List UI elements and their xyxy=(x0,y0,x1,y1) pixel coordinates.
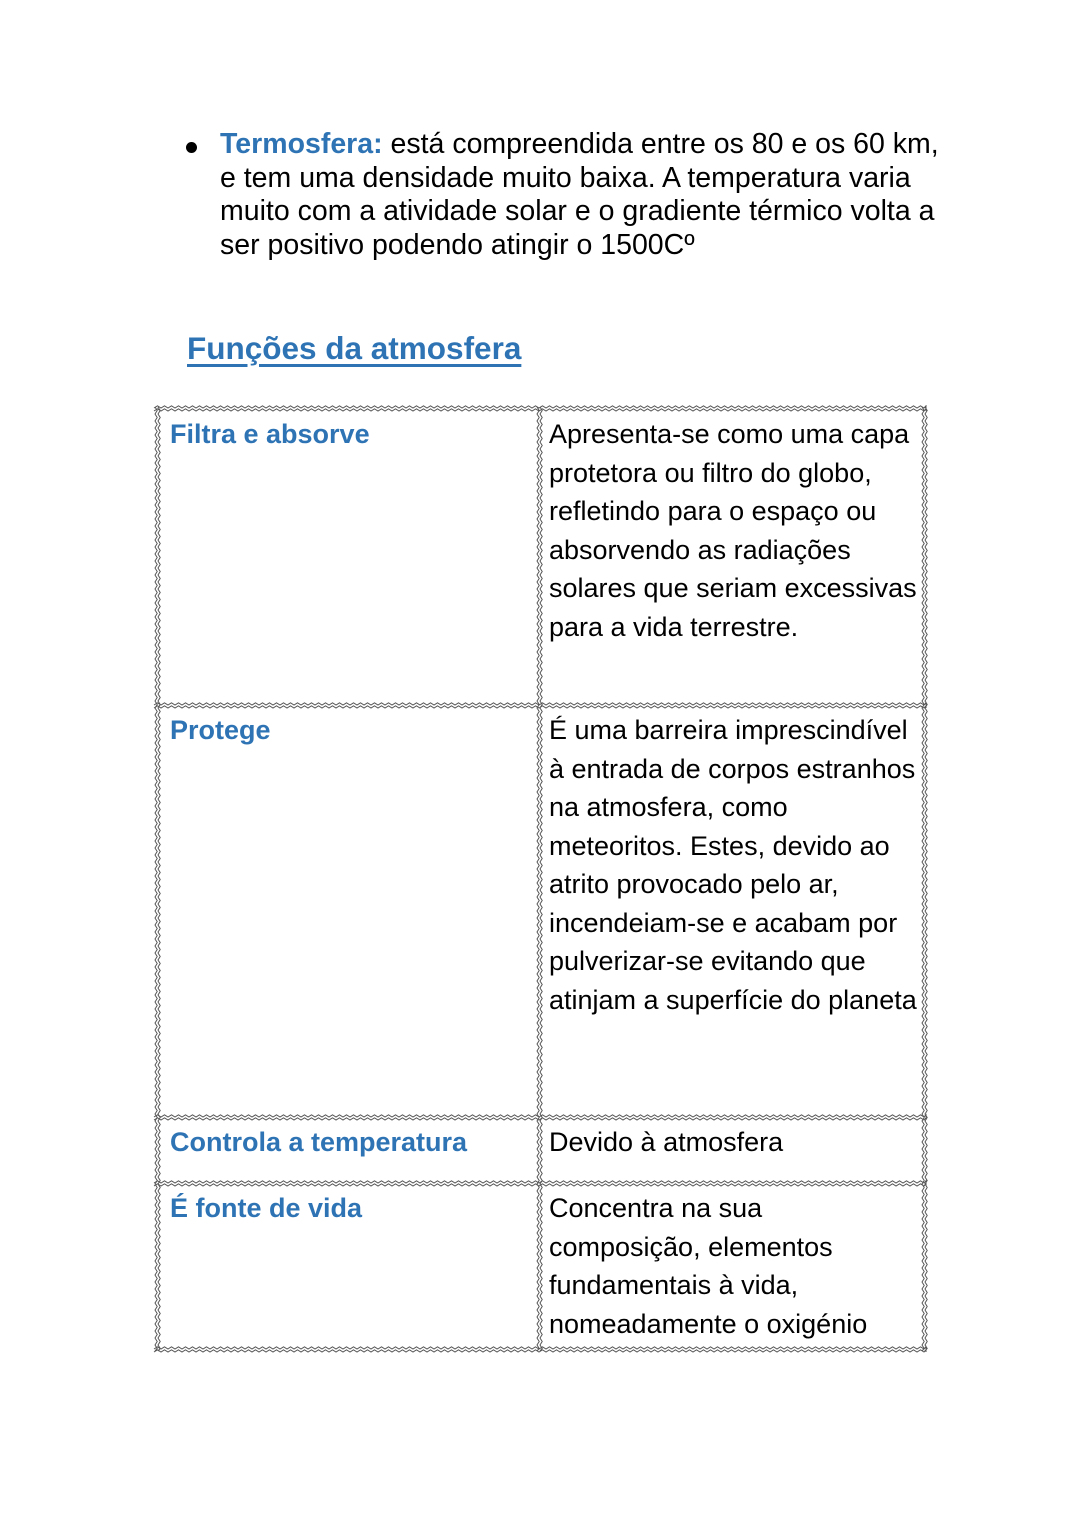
table-row-function: Protege xyxy=(170,715,271,745)
table-row-description: É uma barreira imprescindível à entrada de corpos estranhos na atmosfera, como meteoritos. Estes, devido ao atrito provocado pelo ar, incendeiam-se e acabam por pulverizar-se evitando que atinjam a superfície do planeta xyxy=(549,715,917,1015)
bullet-term: Termosfera: xyxy=(220,128,383,160)
table-row-description: Apresenta-se como uma capa protetora ou filtro do globo, refletindo para o espaço ou absorvendo as radiações solares que seriam excessivas para a vida terrestre. xyxy=(549,419,917,642)
bullet-description: está compreendida entre os 80 e os 60 km, e tem uma densidade muito baixa. A temperatura varia muito com a atividade solar e o gradiente térmico volta a ser positivo podendo atingir o 1500Cº xyxy=(220,128,939,261)
table-row-function: É fonte de vida xyxy=(170,1193,363,1223)
table-row-function: Controla a temperatura xyxy=(170,1127,468,1157)
bullet-dot-icon xyxy=(186,142,197,153)
table-row-description: Devido à atmosfera xyxy=(549,1127,784,1157)
table-row-function: Filtra e absorve xyxy=(170,419,370,449)
functions-table xyxy=(152,405,928,1353)
table-row-description: Concentra na sua composição, elementos fundamentais à vida, nomeadamente o oxigénio xyxy=(549,1193,868,1339)
bullet-item-termosfera xyxy=(220,128,940,262)
section-heading: Funções da atmosfera xyxy=(187,330,522,366)
